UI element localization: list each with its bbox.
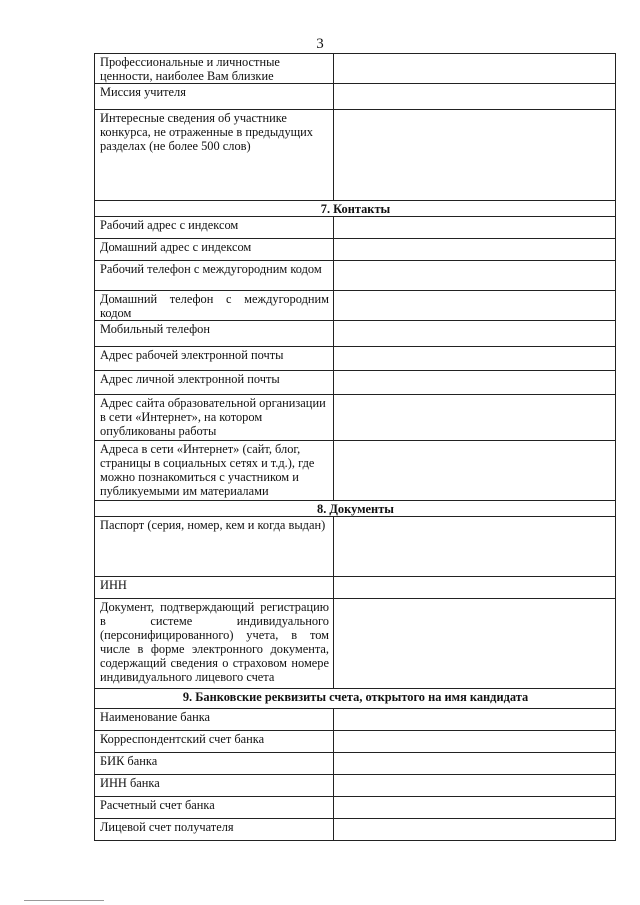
table-row — [95, 441, 616, 501]
field-label: Корреспондентский счет банка — [95, 731, 334, 753]
questionnaire-table — [94, 53, 616, 841]
table-row — [95, 347, 616, 371]
field-value-cell[interactable] — [334, 110, 616, 201]
field-value-cell[interactable] — [334, 54, 616, 84]
field-label: Документ, подтверждающий регистрацию в системе индивидуального (персонифицированного) учета, в том числе в форме электронного документа, содержащий сведения о страховом номере индивидуального лицевого счета — [95, 599, 334, 689]
table-row — [95, 110, 616, 201]
table-row — [95, 599, 616, 689]
field-label: Профессиональные и личностные ценности, наиболее Вам близкие — [95, 54, 334, 84]
table-row — [95, 239, 616, 261]
table-row — [95, 291, 616, 321]
field-value-cell[interactable] — [334, 321, 616, 347]
section-title: 9. Банковские реквизиты счета, открытого на имя кандидата — [95, 689, 616, 709]
field-value-cell[interactable] — [334, 775, 616, 797]
table-row — [95, 395, 616, 441]
table-row — [95, 577, 616, 599]
field-value-cell[interactable] — [334, 577, 616, 599]
field-value-cell[interactable] — [334, 261, 616, 291]
table-row — [95, 217, 616, 239]
field-value-cell[interactable] — [334, 819, 616, 841]
section-title: 8. Документы — [95, 501, 616, 517]
table-row — [95, 321, 616, 347]
table-row — [95, 84, 616, 110]
field-value-cell[interactable] — [334, 709, 616, 731]
field-label: Паспорт (серия, номер, кем и когда выдан) — [95, 517, 334, 577]
table-row — [95, 753, 616, 775]
field-label: Мобильный телефон — [95, 321, 334, 347]
table-row — [95, 371, 616, 395]
field-value-cell[interactable] — [334, 239, 616, 261]
table-row — [95, 261, 616, 291]
field-label: Домашний телефон с междугородним кодом — [95, 291, 334, 321]
section-header-row — [95, 201, 616, 217]
field-label: Адрес сайта образовательной организации в сети «Интернет», на котором опубликованы работы — [95, 395, 334, 441]
field-value-cell[interactable] — [334, 797, 616, 819]
field-value-cell[interactable] — [334, 84, 616, 110]
field-value-cell[interactable] — [334, 599, 616, 689]
field-label: Рабочий адрес с индексом — [95, 217, 334, 239]
field-label: Расчетный счет банка — [95, 797, 334, 819]
field-value-cell[interactable] — [334, 291, 616, 321]
field-label: Лицевой счет получателя — [95, 819, 334, 841]
field-label: Домашний адрес с индексом — [95, 239, 334, 261]
page-number: 3 — [316, 36, 324, 52]
field-value-cell[interactable] — [334, 517, 616, 577]
section-header-row — [95, 689, 616, 709]
field-value-cell[interactable] — [334, 731, 616, 753]
field-label: Интересные сведения об участнике конкурса, не отраженные в предыдущих разделах (не более 500 слов) — [95, 110, 334, 201]
table-row — [95, 819, 616, 841]
footer-rule — [24, 900, 104, 901]
table-row — [95, 517, 616, 577]
field-label: БИК банка — [95, 753, 334, 775]
section-header-row — [95, 501, 616, 517]
table-row — [95, 731, 616, 753]
table-row — [95, 775, 616, 797]
field-value-cell[interactable] — [334, 347, 616, 371]
field-label: Наименование банка — [95, 709, 334, 731]
field-value-cell[interactable] — [334, 441, 616, 501]
table-row — [95, 54, 616, 84]
field-value-cell[interactable] — [334, 217, 616, 239]
field-value-cell[interactable] — [334, 753, 616, 775]
field-label: Миссия учителя — [95, 84, 334, 110]
table-body — [95, 54, 616, 841]
field-label: Рабочий телефон с междугородним кодом — [95, 261, 334, 291]
table-row — [95, 797, 616, 819]
field-label: Адрес личной электронной почты — [95, 371, 334, 395]
field-value-cell[interactable] — [334, 395, 616, 441]
field-label: Адреса в сети «Интернет» (сайт, блог, страницы в социальных сетях и т.д.), где можно познакомиться с участником и публикуемыми им материалами — [95, 441, 334, 501]
field-label: Адрес рабочей электронной почты — [95, 347, 334, 371]
field-value-cell[interactable] — [334, 371, 616, 395]
section-title: 7. Контакты — [95, 201, 616, 217]
table-row — [95, 709, 616, 731]
field-label: ИНН банка — [95, 775, 334, 797]
field-label: ИНН — [95, 577, 334, 599]
